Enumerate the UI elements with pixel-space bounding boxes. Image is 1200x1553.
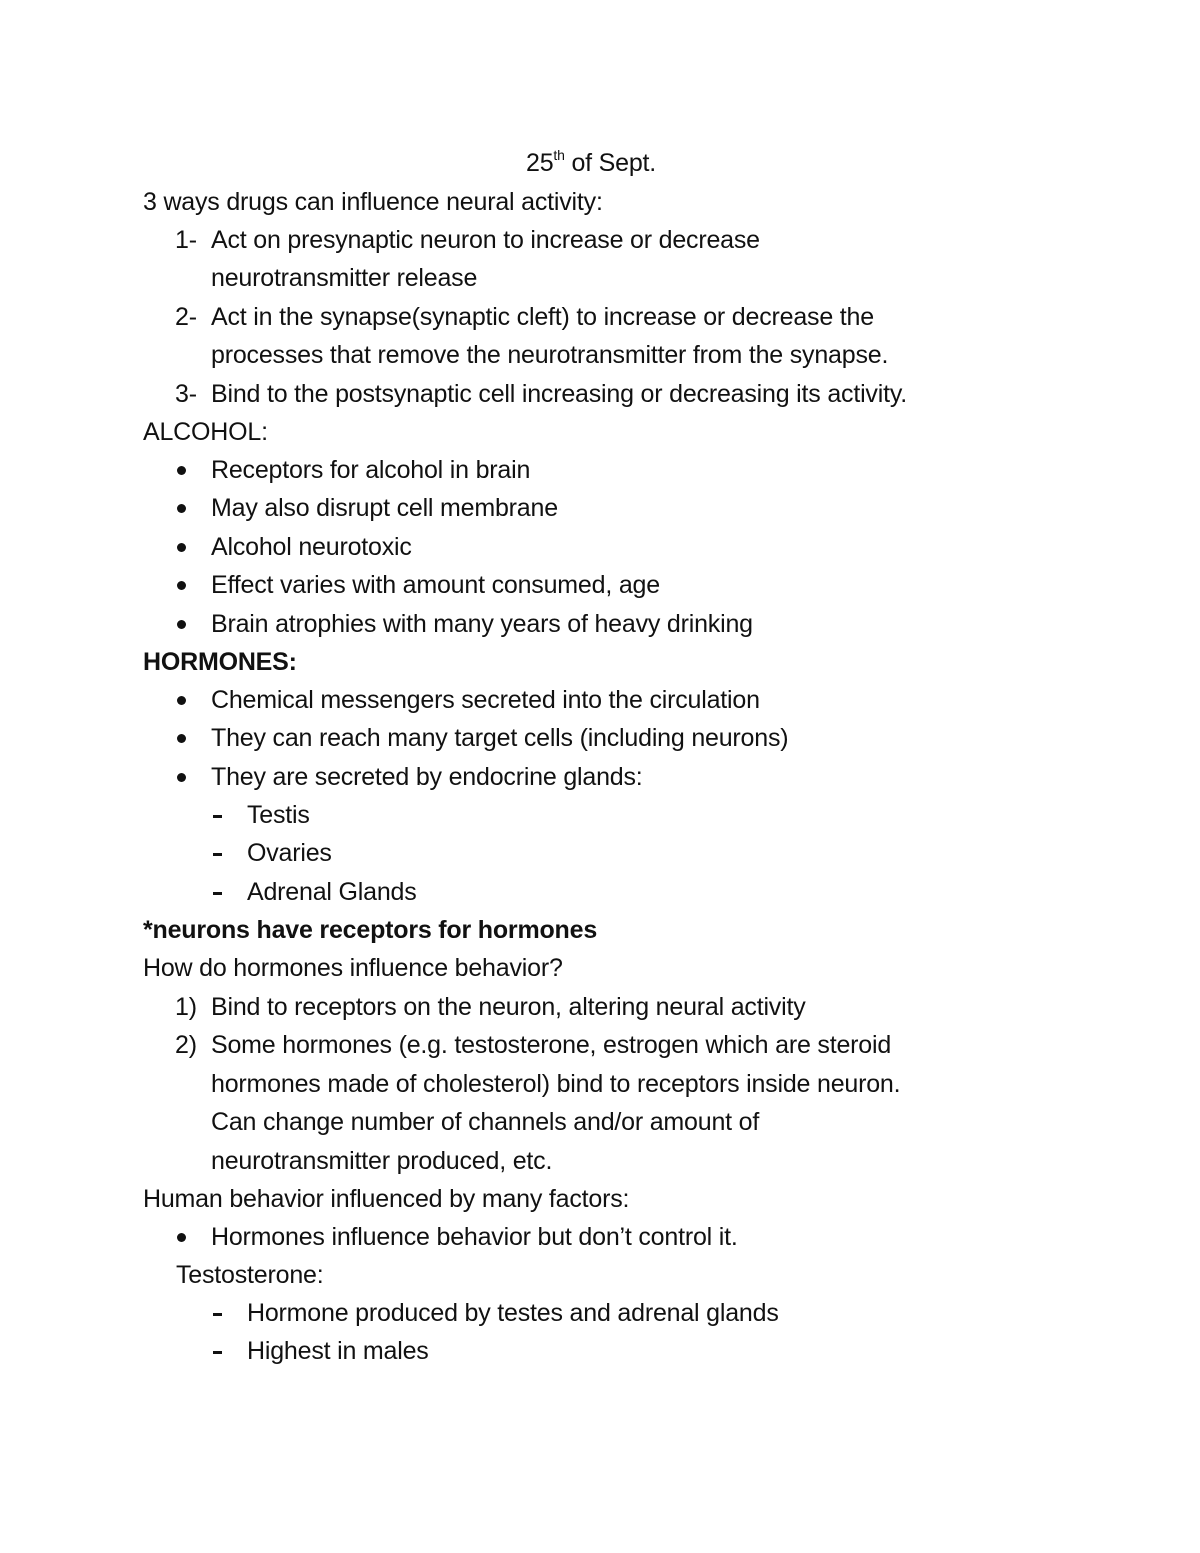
alcohol-item: Effect varies with amount consumed, age xyxy=(211,571,660,599)
alcohol-item: Alcohol neurotoxic xyxy=(211,533,412,561)
bullet-icon xyxy=(177,773,186,782)
drugs-item-2-marker: 2- xyxy=(175,303,197,331)
drugs-item-3-line-1: Bind to the postsynaptic cell increasing or decreasing its activity. xyxy=(211,380,908,408)
bullet-icon xyxy=(177,620,186,629)
bullet-icon xyxy=(177,696,186,705)
gland-item: Ovaries xyxy=(247,839,332,867)
drugs-item-1-line-1: Act on presynaptic neuron to increase or decrease xyxy=(211,226,760,254)
alcohol-item: May also disrupt cell membrane xyxy=(211,494,558,522)
bullet-icon xyxy=(177,1233,186,1242)
influence-item-2-line-2: hormones made of cholesterol) bind to receptors inside neuron. xyxy=(211,1070,901,1098)
date-rest: of Sept. xyxy=(564,149,657,177)
hormones-item: Chemical messengers secreted into the circulation xyxy=(211,686,760,714)
influence-item-2-line-1: Some hormones (e.g. testosterone, estrogen which are steroid xyxy=(211,1031,892,1059)
date-day: 25 xyxy=(526,149,554,177)
testosterone-item: Highest in males xyxy=(247,1337,429,1365)
hormones-item: They are secreted by endocrine glands: xyxy=(211,763,643,791)
drugs-item-1-marker: 1- xyxy=(175,226,197,254)
influence-item-2-marker: 2) xyxy=(175,1031,197,1059)
gland-item: Testis xyxy=(247,801,310,829)
alcohol-item: Receptors for alcohol in brain xyxy=(211,456,531,484)
alcohol-heading: ALCOHOL: xyxy=(143,418,268,446)
bullet-icon xyxy=(177,581,186,590)
testosterone-heading: Testosterone: xyxy=(176,1261,324,1289)
gland-item: Adrenal Glands xyxy=(247,878,417,906)
date-heading xyxy=(526,148,656,178)
influence-item-2-line-4: neurotransmitter produced, etc. xyxy=(211,1147,553,1175)
bullet-icon xyxy=(177,504,186,513)
human-heading: Human behavior influenced by many factors: xyxy=(143,1185,630,1213)
hormones-heading: HORMONES: xyxy=(143,648,297,676)
bullet-icon xyxy=(177,543,186,552)
dash-icon xyxy=(213,853,222,856)
alcohol-item: Brain atrophies with many years of heavy drinking xyxy=(211,610,753,638)
dash-icon xyxy=(213,892,222,895)
hormones-item: They can reach many target cells (including neurons) xyxy=(211,724,789,752)
drugs-heading: 3 ways drugs can influence neural activity: xyxy=(143,188,603,216)
drugs-item-2-line-2: processes that remove the neurotransmitter from the synapse. xyxy=(211,341,889,369)
bullet-icon xyxy=(177,734,186,743)
dash-icon xyxy=(213,1313,222,1316)
bullet-icon xyxy=(177,466,186,475)
influence-item-1-marker: 1) xyxy=(175,993,197,1021)
dash-icon xyxy=(213,1351,222,1354)
receptors-note: *neurons have receptors for hormones xyxy=(143,916,598,944)
influence-item-2-line-3: Can change number of channels and/or amount of xyxy=(211,1108,760,1136)
dash-icon xyxy=(213,815,222,818)
human-bullet: Hormones influence behavior but don’t control it. xyxy=(211,1223,738,1251)
drugs-item-2-line-1: Act in the synapse(synaptic cleft) to increase or decrease the xyxy=(211,303,874,331)
influence-heading: How do hormones influence behavior? xyxy=(143,954,563,982)
date-suffix: th xyxy=(553,147,565,163)
influence-item-1-line-1: Bind to receptors on the neuron, altering neural activity xyxy=(211,993,806,1021)
drugs-item-3-marker: 3- xyxy=(175,380,197,408)
testosterone-item: Hormone produced by testes and adrenal glands xyxy=(247,1299,779,1327)
drugs-item-1-line-2: neurotransmitter release xyxy=(211,264,478,292)
